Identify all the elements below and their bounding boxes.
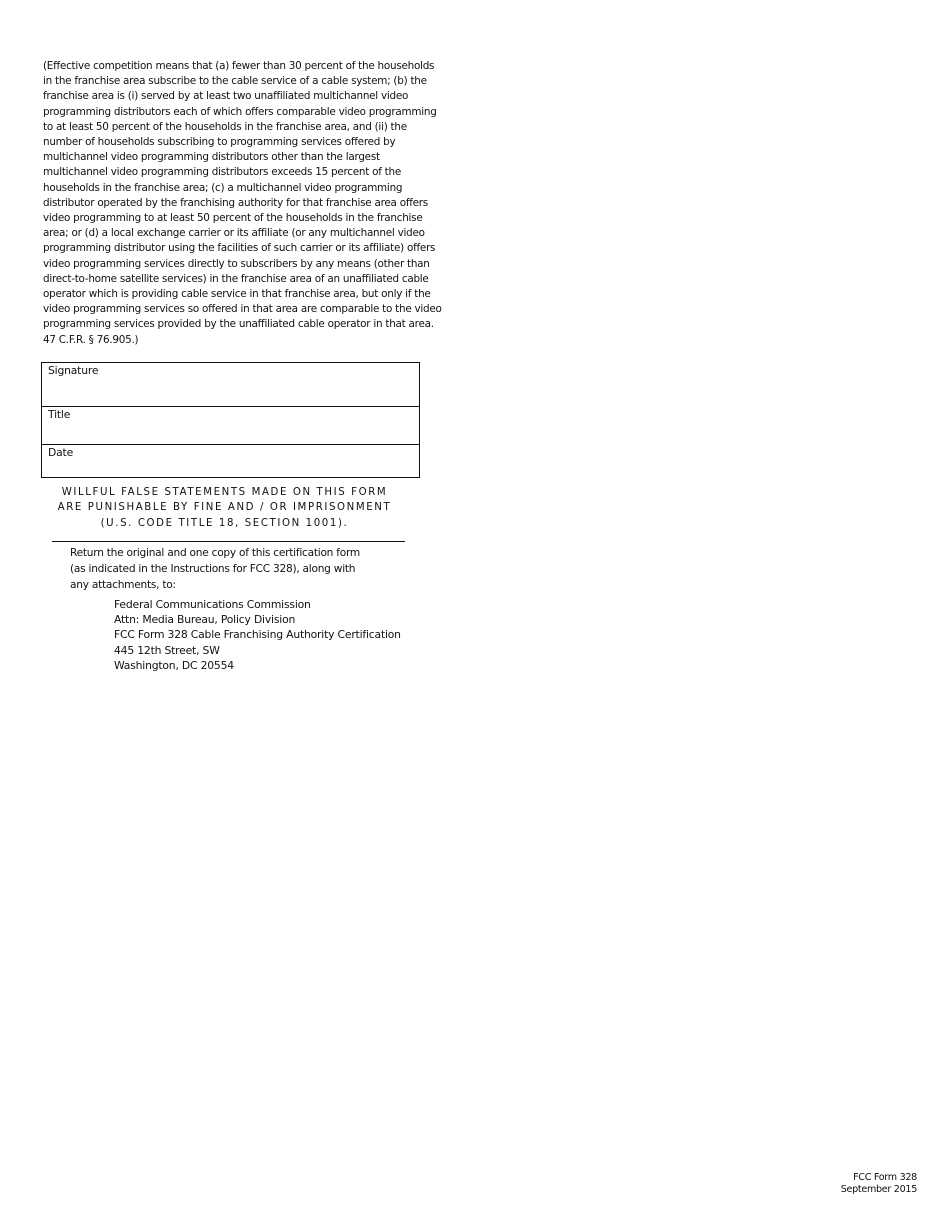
address-line: Federal Communications Commission (114, 598, 311, 611)
effective-competition-definition: (Effective competition means that (a) fewer than 30 percent of the households in the franchise area subscribe to the cable service of a cable system; (b) the franchise area is (i) served by at least two unaffiliated multichannel video programming distributors each of which offers comparable video programming to at least 50 percent of the households in the franchise area, and (ii) the number of households subscribing to programming services offered by multichannel video programming distributors other than the largest multichannel video programming distributors exceeds 15 percent of the households in the franchise area; (c) a multichannel video programming distributor operated by the franchising authority for that franchise area offers video programming to at least 50 percent of the households in the franchise area; or (d) a local exchange carrier or its affiliate (or any multichannel video programming distributor using the facilities of such carrier or its affiliate) offers video programming services directly to subscribers by any means (other than direct-to-home satellite services) in the franchise area of an unaffiliated cable operator which is providing cable service in that franchise area, but only if the video programming services so offered in that area are comparable to the video programming services provided by the unaffiliated cable operator in that area. 47 C.F.R. § 76.905.) (43, 60, 442, 346)
signature-field[interactable] (42, 363, 419, 407)
address-line: FCC Form 328 Cable Franchising Authority Certification (114, 628, 401, 642)
address-line: Attn: Media Bureau, Policy Division (114, 613, 296, 627)
address-line: 445 12th Street, SW (114, 643, 220, 657)
mailing-address (114, 597, 434, 673)
form-footer (841, 1172, 917, 1197)
revision-date: September 2015 (840, 1184, 917, 1196)
divider (52, 541, 405, 542)
return-instructions: Return the original and one copy of this certification form (as indicated in the Instructions for FCC 328), along with any attachments, to: (70, 547, 360, 591)
title-field[interactable] (42, 407, 419, 445)
address-line: Washington, DC 20554 (114, 658, 234, 672)
date-label: Date (48, 446, 74, 459)
title-label: Title (48, 408, 71, 421)
warning-line: ARE PUNISHABLE BY FINE AND / OR IMPRISONMENT (57, 502, 392, 514)
false-statement-warning (52, 485, 397, 531)
date-field[interactable] (42, 445, 419, 477)
form-name: FCC Form 328 (853, 1172, 917, 1183)
signature-block (41, 362, 420, 478)
warning-line: WILLFUL FALSE STATEMENTS MADE ON THIS FORM (61, 487, 388, 498)
signature-label: Signature (48, 364, 99, 377)
warning-line: (U.S. CODE TITLE 18, SECTION 1001). (100, 517, 349, 529)
